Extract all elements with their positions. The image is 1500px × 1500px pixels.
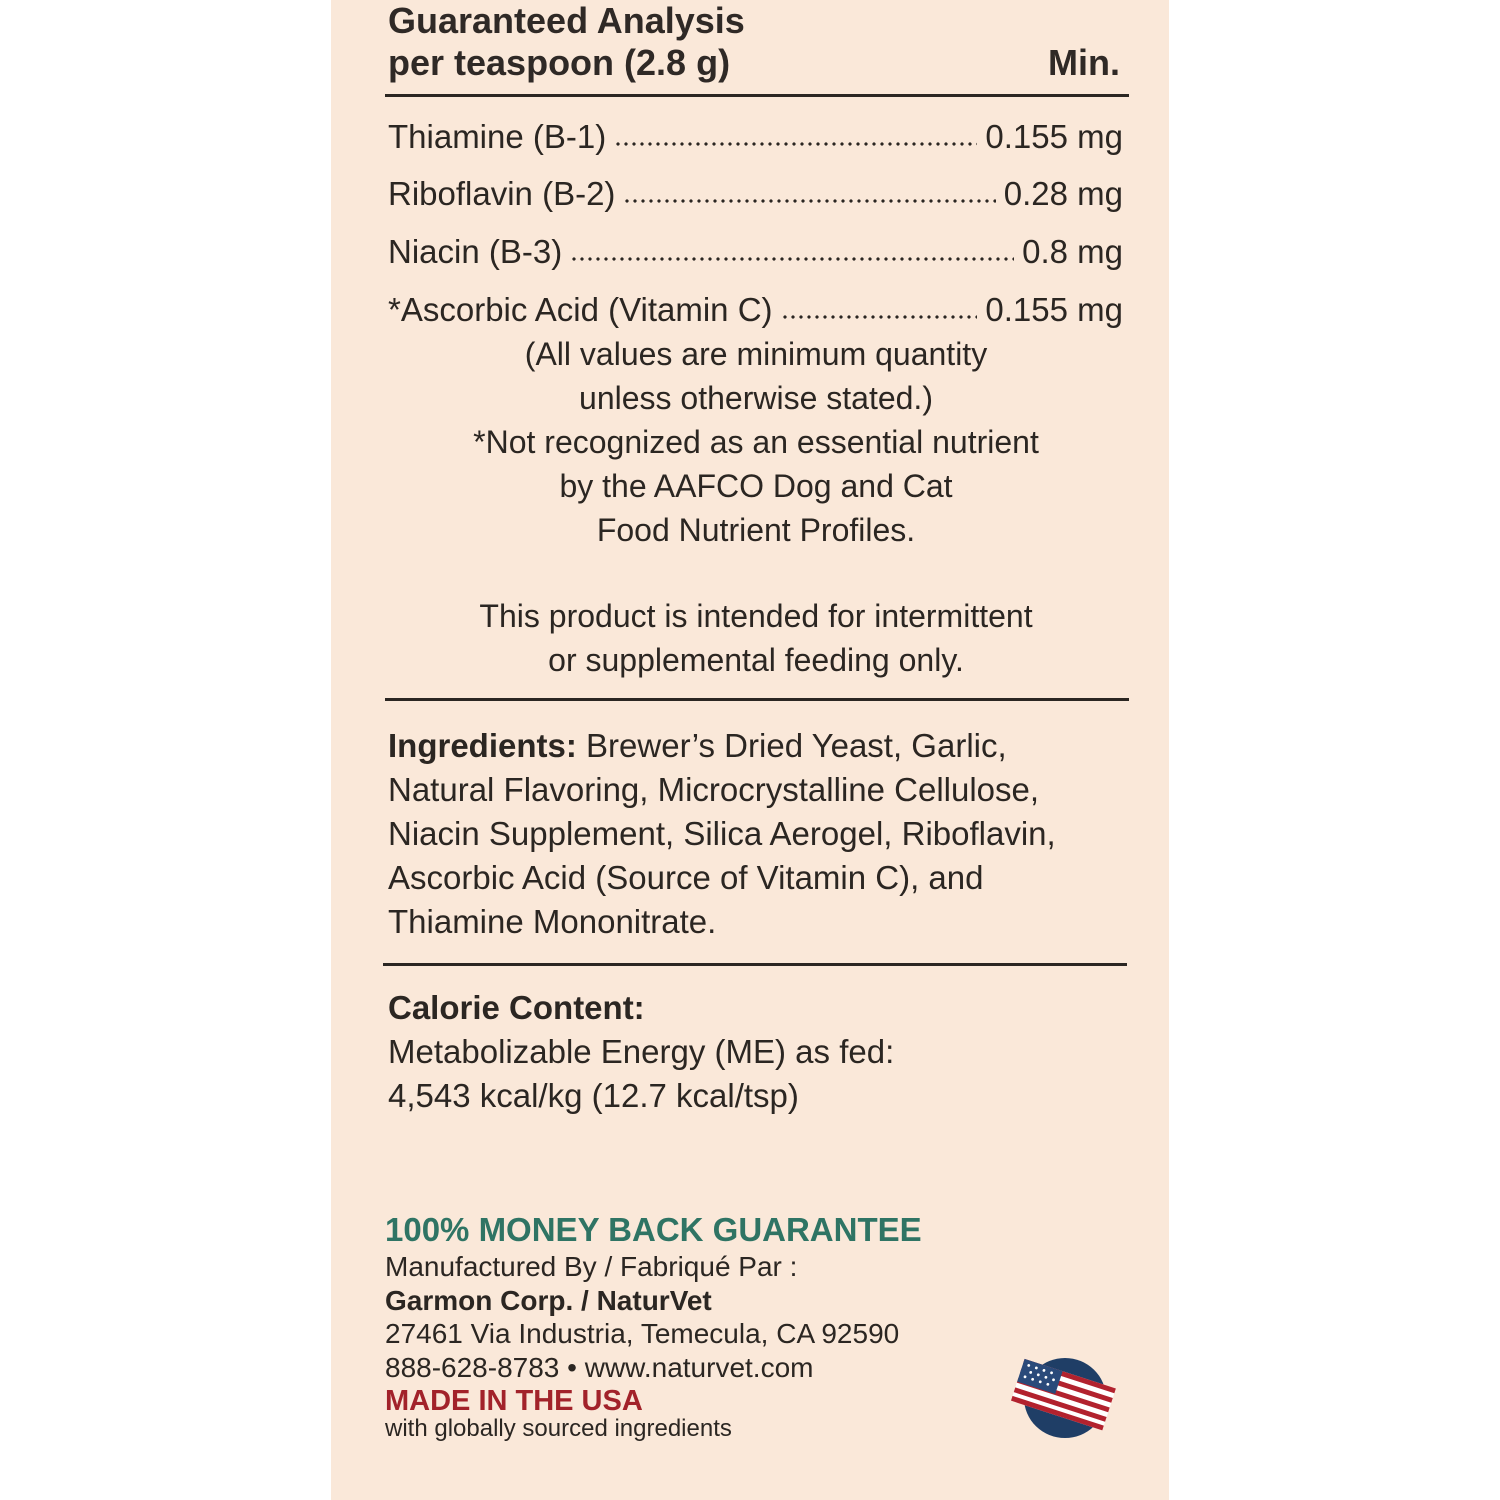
ingredients-line: Niacin Supplement, Silica Aerogel, Riboflavin, — [388, 815, 1056, 852]
analysis-title-line-2: per teaspoon (2.8 g) — [388, 42, 731, 83]
feeding-line: or supplemental feeding only. — [548, 642, 964, 678]
divider — [385, 698, 1129, 701]
company-name: Garmon Corp. / NaturVet — [385, 1285, 712, 1316]
ingredients-section — [388, 724, 1148, 944]
nutrient-name: Riboflavin (B-2) — [388, 175, 616, 212]
calorie-label: Calorie Content: — [388, 989, 645, 1026]
divider — [383, 963, 1127, 966]
nutrient-amount: 0.8 mg — [1022, 233, 1123, 270]
analysis-row — [388, 115, 1123, 157]
manufactured-by: Manufactured By / Fabriqué Par : — [385, 1251, 798, 1282]
analysis-row — [388, 172, 1123, 214]
feeding-statement — [331, 594, 1181, 682]
ingredients-label: Ingredients: — [388, 727, 577, 764]
money-back-guarantee: 100% MONEY BACK GUARANTEE — [385, 1211, 922, 1248]
divider — [385, 94, 1129, 97]
min-column-label: Min. — [1048, 42, 1120, 83]
note-line: Food Nutrient Profiles. — [596, 512, 916, 548]
nutrient-name: Thiamine (B-1) — [388, 118, 607, 155]
company-contact: 888-628-8783 • www.naturvet.com — [385, 1352, 814, 1383]
note-line: by the AAFCO Dog and Cat — [559, 468, 953, 504]
nutrient-name: *Ascorbic Acid (Vitamin C) — [388, 291, 773, 328]
analysis-row — [388, 230, 1123, 272]
dot-leader — [623, 198, 995, 204]
note-line: *Not recognized as an essential nutrient — [473, 424, 1039, 460]
us-flag-icon — [1010, 1353, 1120, 1443]
analysis-row — [388, 288, 1123, 330]
calorie-line: 4,543 kcal/kg (12.7 kcal/tsp) — [388, 1077, 799, 1114]
analysis-title — [388, 0, 948, 84]
ingredients-line: Ascorbic Acid (Source of Vitamin C), and — [388, 859, 984, 896]
ingredients-line: Thiamine Mononitrate. — [388, 903, 717, 940]
made-in-usa: MADE IN THE USA — [385, 1385, 643, 1417]
note-line: unless otherwise stated.) — [579, 380, 933, 416]
calorie-section — [388, 986, 1148, 1118]
note-line: (All values are minimum quantity — [524, 336, 988, 372]
ingredients-text: Brewer’s Dried Yeast, Garlic, — [576, 727, 1007, 764]
nutrient-amount: 0.28 mg — [1003, 175, 1123, 212]
nutrient-amount: 0.155 mg — [985, 291, 1123, 328]
sourcing-note: with globally sourced ingredients — [385, 1415, 732, 1442]
ingredients-line: Natural Flavoring, Microcrystalline Cellulose, — [388, 771, 1040, 808]
analysis-notes — [331, 332, 1181, 552]
feeding-line: This product is intended for intermittent — [479, 598, 1033, 634]
dot-leader — [614, 141, 977, 147]
nutrient-name: Niacin (B-3) — [388, 233, 563, 270]
ingredients-line — [388, 724, 1148, 768]
company-address: 27461 Via Industria, Temecula, CA 92590 — [385, 1318, 900, 1349]
nutrient-amount: 0.155 mg — [985, 118, 1123, 155]
analysis-title-line-1: Guaranteed Analysis — [388, 0, 745, 41]
dot-leader — [781, 314, 978, 320]
calorie-line: Metabolizable Energy (ME) as fed: — [388, 1033, 895, 1070]
dot-leader — [570, 256, 1014, 262]
